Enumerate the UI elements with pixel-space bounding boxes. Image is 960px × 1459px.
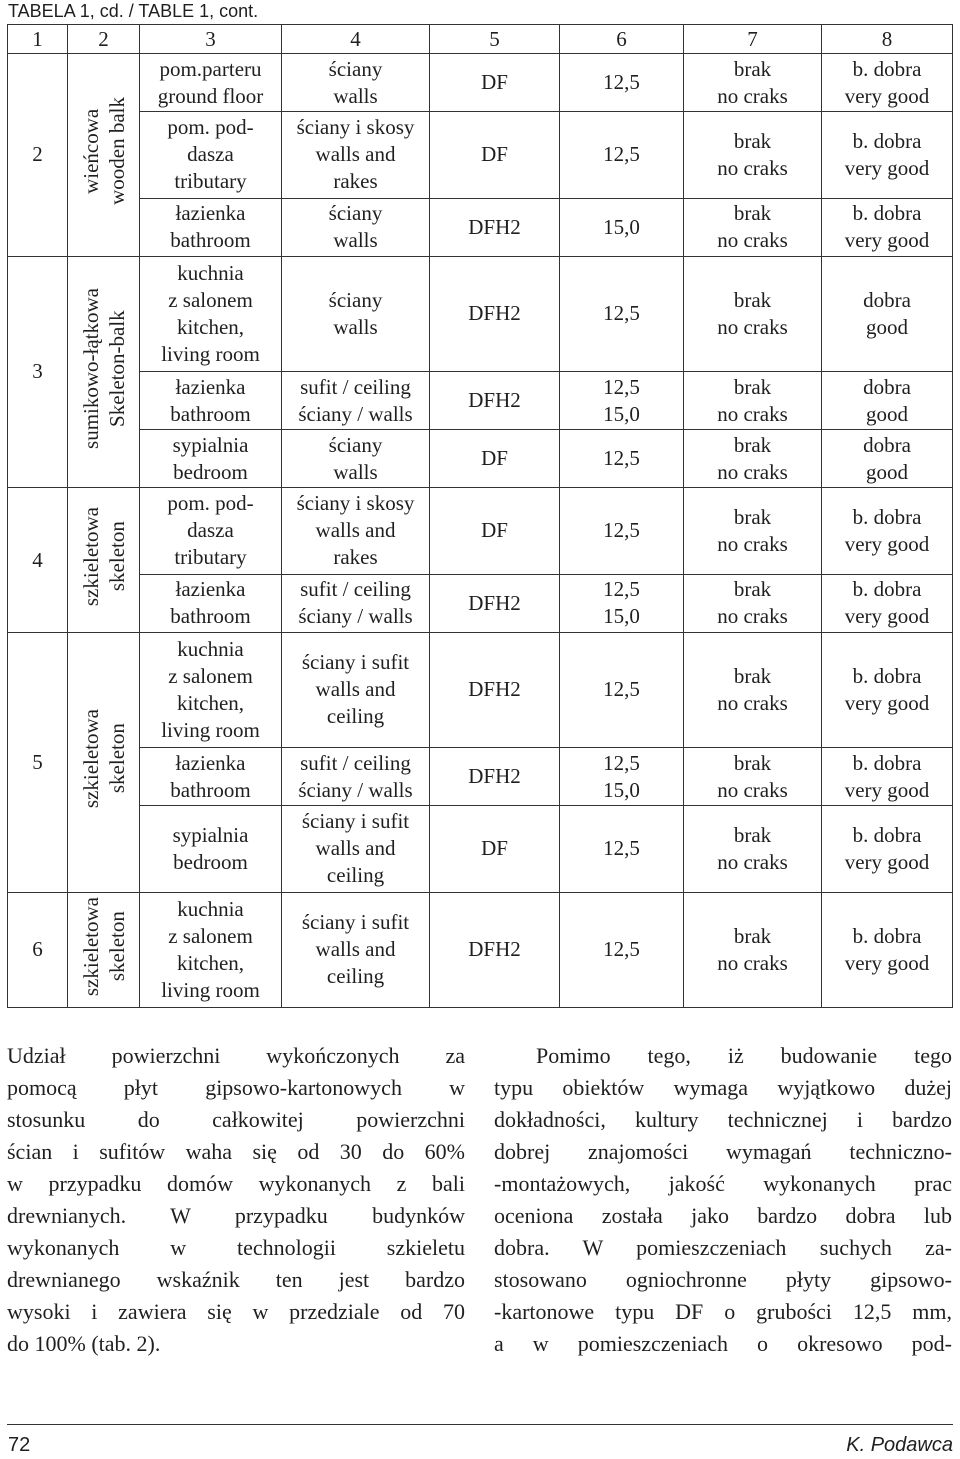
thickness-cell: 12,5 xyxy=(560,632,684,747)
surface-cell: ściany i sufit walls and ceiling xyxy=(282,806,430,893)
rating-cell: dobra good xyxy=(822,430,953,488)
board-type-cell: DFH2 xyxy=(430,632,560,747)
rating-cell: b. dobra very good xyxy=(822,198,953,256)
rating-cell: b. dobra very good xyxy=(822,806,953,893)
board-type-cell: DFH2 xyxy=(430,574,560,632)
text-line: dokładności, kultury technicznej i bardzo xyxy=(494,1107,952,1132)
construction-type-cell xyxy=(68,256,140,487)
room-cell: sypialnia bedroom xyxy=(140,806,282,893)
surface-cell: ściany walls xyxy=(282,54,430,112)
text-line: -kartonowe typu DF o grubości 12,5 mm, xyxy=(494,1299,952,1324)
table-row xyxy=(8,748,953,806)
room-cell: kuchnia z salonem kitchen, living room xyxy=(140,256,282,371)
table-row xyxy=(8,198,953,256)
cracks-cell: brak no craks xyxy=(684,430,822,488)
board-type-cell: DFH2 xyxy=(430,748,560,806)
text-line: oceniona została jako bardzo dobra lub xyxy=(494,1203,952,1228)
thickness-cell: 12,5 xyxy=(560,256,684,371)
board-type-cell: DF xyxy=(430,430,560,488)
header-cell: 5 xyxy=(430,25,560,54)
table-row xyxy=(8,806,953,893)
table-row xyxy=(8,430,953,488)
surface-cell: ściany i skosy walls and rakes xyxy=(282,112,430,199)
group-number-cell: 4 xyxy=(8,488,68,633)
running-author: K. Podawca xyxy=(846,1434,953,1456)
rating-cell: dobra good xyxy=(822,256,953,371)
page-number: 72 xyxy=(8,1434,31,1456)
thickness-cell: 12,5 xyxy=(560,488,684,575)
header-cell: 2 xyxy=(68,25,140,54)
cracks-cell: brak no craks xyxy=(684,198,822,256)
cracks-cell: brak no craks xyxy=(684,54,822,112)
table-row xyxy=(8,256,953,371)
text-line: Pomimo tego, iż budowanie tego xyxy=(536,1043,952,1068)
rating-cell: b. dobra very good xyxy=(822,748,953,806)
text-line: wysoki i zawiera się w przedziale od 70 xyxy=(7,1299,465,1324)
text-column-right xyxy=(494,1040,952,1360)
board-type-cell: DFH2 xyxy=(430,892,560,1007)
room-cell: łazienka bathroom xyxy=(140,574,282,632)
board-type-cell: DF xyxy=(430,488,560,575)
thickness-cell: 12,5 xyxy=(560,54,684,112)
table-caption: TABELA 1, cd. / TABLE 1, cont. xyxy=(8,1,259,21)
header-cell: 3 xyxy=(140,25,282,54)
surface-cell: ściany i sufit walls and ceiling xyxy=(282,632,430,747)
construction-type-label: wieńcowa wooden balk xyxy=(78,97,129,206)
rating-cell: b. dobra very good xyxy=(822,892,953,1007)
room-cell: sypialnia bedroom xyxy=(140,430,282,488)
room-cell: kuchnia z salonem kitchen, living room xyxy=(140,892,282,1007)
construction-type-label: sumikowo-łątkowa Skeleton-balk xyxy=(78,287,129,449)
thickness-cell: 12,5 15,0 xyxy=(560,748,684,806)
header-row xyxy=(8,25,953,54)
group-number-cell: 3 xyxy=(8,256,68,487)
header-cell: 8 xyxy=(822,25,953,54)
construction-type-cell xyxy=(68,488,140,633)
text-line: dobrej znajomości wymagań techniczno- xyxy=(494,1139,952,1164)
data-table xyxy=(7,24,953,1008)
rating-cell: b. dobra very good xyxy=(822,54,953,112)
room-cell: łazienka bathroom xyxy=(140,748,282,806)
board-type-cell: DFH2 xyxy=(430,371,560,429)
room-cell: łazienka bathroom xyxy=(140,371,282,429)
text-line: drewnianych. W przypadku budynków xyxy=(7,1203,465,1228)
table-row xyxy=(8,54,953,112)
footer-rule xyxy=(7,1424,953,1425)
surface-cell: ściany walls xyxy=(282,256,430,371)
cracks-cell: brak no craks xyxy=(684,371,822,429)
cracks-cell: brak no craks xyxy=(684,632,822,747)
text-line: stosunku do całkowitej powierzchni xyxy=(7,1107,465,1132)
text-line: Udział powierzchni wykończonych za xyxy=(7,1043,465,1068)
thickness-cell: 12,5 xyxy=(560,430,684,488)
table-row xyxy=(8,574,953,632)
header-cell: 7 xyxy=(684,25,822,54)
cracks-cell: brak no craks xyxy=(684,574,822,632)
text-line: dobra. W pomieszczeniach suchych za- xyxy=(494,1235,952,1260)
thickness-cell: 12,5 15,0 xyxy=(560,574,684,632)
text-line: stosowano ogniochronne płyty gipsowo- xyxy=(494,1267,952,1292)
room-cell: pom. pod- dasza tributary xyxy=(140,112,282,199)
board-type-cell: DF xyxy=(430,54,560,112)
group-number-cell: 6 xyxy=(8,892,68,1007)
construction-type-label: szkieletowa skeleton xyxy=(78,709,129,809)
header-cell: 4 xyxy=(282,25,430,54)
cracks-cell: brak no craks xyxy=(684,488,822,575)
table-row xyxy=(8,112,953,199)
text-line: w przypadku domów wykonanych z bali xyxy=(7,1171,465,1196)
room-cell: pom. pod- dasza tributary xyxy=(140,488,282,575)
board-type-cell: DF xyxy=(430,112,560,199)
thickness-cell: 15,0 xyxy=(560,198,684,256)
table-row xyxy=(8,488,953,575)
room-cell: łazienka bathroom xyxy=(140,198,282,256)
rating-cell: b. dobra very good xyxy=(822,488,953,575)
room-cell: kuchnia z salonem kitchen, living room xyxy=(140,632,282,747)
text-line: ścian i sufitów waha się od 30 do 60% xyxy=(7,1139,465,1164)
text-line: wykonanych w technologii szkieletu xyxy=(7,1235,465,1260)
text-line: drewnianego wskaźnik ten jest bardzo xyxy=(7,1267,465,1292)
text-column-left xyxy=(7,1040,465,1360)
cracks-cell: brak no craks xyxy=(684,892,822,1007)
rating-cell: b. dobra very good xyxy=(822,574,953,632)
surface-cell: sufit / ceiling ściany / walls xyxy=(282,748,430,806)
thickness-cell: 12,5 xyxy=(560,806,684,893)
cracks-cell: brak no craks xyxy=(684,256,822,371)
cracks-cell: brak no craks xyxy=(684,806,822,893)
header-cell: 6 xyxy=(560,25,684,54)
construction-type-label: szkieletowa skeleton xyxy=(78,506,129,607)
text-line: -montażowych, jakość wykonanych prac xyxy=(494,1171,952,1196)
thickness-cell: 12,5 xyxy=(560,112,684,199)
construction-type-cell xyxy=(68,632,140,892)
surface-cell: sufit / ceiling ściany / walls xyxy=(282,574,430,632)
board-type-cell: DFH2 xyxy=(430,198,560,256)
rating-cell: b. dobra very good xyxy=(822,632,953,747)
group-number-cell: 2 xyxy=(8,54,68,257)
thickness-cell: 12,5 xyxy=(560,892,684,1007)
text-line: typu obiektów wymaga wyjątkowo dużej xyxy=(494,1075,952,1100)
construction-type-cell xyxy=(68,892,140,1007)
board-type-cell: DFH2 xyxy=(430,256,560,371)
cracks-cell: brak no craks xyxy=(684,748,822,806)
construction-type-label: szkieletowa skeleton xyxy=(78,896,129,996)
surface-cell: ściany i sufit walls and ceiling xyxy=(282,892,430,1007)
rating-cell: b. dobra very good xyxy=(822,112,953,199)
rating-cell: dobra good xyxy=(822,371,953,429)
surface-cell: ściany walls xyxy=(282,430,430,488)
thickness-cell: 12,5 15,0 xyxy=(560,371,684,429)
room-cell: pom.parteru ground floor xyxy=(140,54,282,112)
cracks-cell: brak no craks xyxy=(684,112,822,199)
surface-cell: sufit / ceiling ściany / walls xyxy=(282,371,430,429)
header-cell: 1 xyxy=(8,25,68,54)
table-row xyxy=(8,892,953,1007)
group-number-cell: 5 xyxy=(8,632,68,892)
surface-cell: ściany walls xyxy=(282,198,430,256)
table-row xyxy=(8,632,953,747)
text-line: a w pomieszczeniach o okresowo pod- xyxy=(494,1331,952,1356)
text-line: do 100% (tab. 2). xyxy=(7,1331,161,1356)
surface-cell: ściany i skosy walls and rakes xyxy=(282,488,430,575)
construction-type-cell xyxy=(68,54,140,257)
table-row xyxy=(8,371,953,429)
text-line: pomocą płyt gipsowo-kartonowych w xyxy=(7,1075,465,1100)
board-type-cell: DF xyxy=(430,806,560,893)
